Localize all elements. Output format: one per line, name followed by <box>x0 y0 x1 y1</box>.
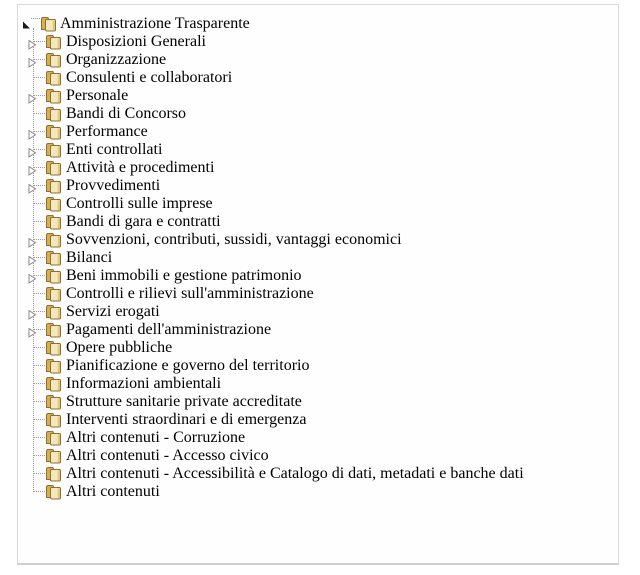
node-label[interactable]: Pianificazione e governo del territorio <box>66 357 310 374</box>
expand-arrow-icon[interactable] <box>28 163 37 173</box>
expand-arrow-icon[interactable] <box>28 181 37 191</box>
tree-node-row[interactable] <box>22 249 618 267</box>
tree-node-row[interactable] <box>22 339 618 357</box>
node-label[interactable]: Altri contenuti - Accesso civico <box>66 447 269 464</box>
node-label[interactable]: Beni immobili e gestione patrimonio <box>66 267 302 284</box>
connector-line <box>33 365 45 367</box>
node-label[interactable]: Opere pubbliche <box>66 339 173 356</box>
node-label[interactable]: Altri contenuti <box>66 483 160 500</box>
folder-icon <box>45 484 62 500</box>
folder-icon <box>45 376 62 392</box>
node-label[interactable]: Disposizioni Generali <box>66 33 206 50</box>
tree-node-row[interactable] <box>22 159 618 177</box>
folder-icon <box>45 358 62 374</box>
node-label[interactable]: Controlli e rilievi sull'amministrazione <box>66 285 314 302</box>
connector-line <box>33 113 45 115</box>
folder-icon <box>45 232 62 248</box>
node-label[interactable]: Attività e procedimenti <box>66 159 215 176</box>
node-label[interactable]: Altri contenuti - Corruzione <box>66 429 246 446</box>
tree-node-row[interactable] <box>22 213 618 231</box>
expand-arrow-icon[interactable] <box>28 307 37 317</box>
connector-line <box>33 419 45 421</box>
node-label[interactable]: Servizi erogati <box>66 303 160 320</box>
folder-icon <box>45 142 62 158</box>
node-label[interactable]: Controlli sulle imprese <box>66 195 213 212</box>
folder-icon <box>45 286 62 302</box>
expand-arrow-icon[interactable] <box>28 55 37 65</box>
folder-icon <box>45 178 62 194</box>
node-label[interactable]: Performance <box>66 123 148 140</box>
folder-icon <box>40 16 57 32</box>
node-label[interactable]: Organizzazione <box>66 51 167 68</box>
node-label[interactable]: Provvedimenti <box>66 177 161 194</box>
node-label[interactable]: Interventi straordinari e di emergenza <box>66 411 307 428</box>
collapse-arrow-icon[interactable] <box>22 17 31 26</box>
folder-icon <box>45 466 62 482</box>
expand-arrow-icon[interactable] <box>28 271 37 281</box>
node-label[interactable]: Pagamenti dell'amministrazione <box>66 321 272 338</box>
tree-node-row[interactable] <box>22 429 618 447</box>
folder-icon <box>45 268 62 284</box>
tree-node-row[interactable] <box>22 267 618 285</box>
tree-node-row[interactable] <box>22 465 618 483</box>
expand-arrow-icon[interactable] <box>28 325 37 335</box>
tree-node-row[interactable] <box>22 375 618 393</box>
folder-icon <box>45 88 62 104</box>
connector-line <box>33 383 45 385</box>
tree-node-row[interactable] <box>22 231 618 249</box>
node-label[interactable]: Enti controllati <box>66 141 163 158</box>
expand-arrow-icon[interactable] <box>28 37 37 47</box>
folder-tree <box>18 5 618 501</box>
tree-node-row[interactable] <box>22 87 618 105</box>
folder-icon <box>45 322 62 338</box>
folder-icon <box>45 304 62 320</box>
expand-arrow-icon[interactable] <box>28 253 37 263</box>
tree-node-row[interactable] <box>22 483 618 501</box>
connector-line <box>33 221 45 223</box>
connector-line <box>33 455 45 457</box>
folder-icon <box>45 70 62 86</box>
folder-icon <box>45 340 62 356</box>
tree-node-row[interactable] <box>22 33 618 51</box>
tree-node-row[interactable] <box>22 51 618 69</box>
tree-node-row[interactable] <box>22 303 618 321</box>
node-label[interactable]: Sovvenzioni, contributi, sussidi, vantaggi economici <box>66 231 402 248</box>
tree-node-row[interactable] <box>22 447 618 465</box>
root-node-row[interactable] <box>22 15 618 33</box>
node-label[interactable]: Strutture sanitarie private accreditate <box>66 393 302 410</box>
tree-node-row[interactable] <box>22 411 618 429</box>
folder-icon <box>45 160 62 176</box>
connector-line <box>33 203 45 205</box>
node-label[interactable]: Altri contenuti - Accessibilità e Catalogo di dati, metadati e banche dati <box>66 465 524 482</box>
connector-line <box>33 473 45 475</box>
folder-icon <box>45 52 62 68</box>
tree-node-row[interactable] <box>22 69 618 87</box>
folder-icon <box>45 448 62 464</box>
expand-arrow-icon[interactable] <box>28 235 37 245</box>
tree-node-row[interactable] <box>22 321 618 339</box>
expand-arrow-icon[interactable] <box>28 145 37 155</box>
node-label[interactable]: Bandi di Concorso <box>66 105 186 122</box>
connector-line <box>33 293 45 295</box>
expand-arrow-icon[interactable] <box>28 91 37 101</box>
folder-icon <box>45 430 62 446</box>
folder-icon <box>45 214 62 230</box>
node-label[interactable]: Bandi di gara e contratti <box>66 213 221 230</box>
connector-line <box>33 491 45 493</box>
tree-node-row[interactable] <box>22 105 618 123</box>
tree-node-row[interactable] <box>22 177 618 195</box>
tree-panel <box>17 4 619 565</box>
tree-node-row[interactable] <box>22 195 618 213</box>
connector-line <box>33 401 45 403</box>
folder-icon <box>45 34 62 50</box>
tree-node-row[interactable] <box>22 141 618 159</box>
folder-icon <box>45 124 62 140</box>
folder-icon <box>45 106 62 122</box>
tree-node-row[interactable] <box>22 393 618 411</box>
folder-icon <box>45 412 62 428</box>
node-label[interactable]: Personale <box>66 87 129 104</box>
tree-children <box>22 33 618 501</box>
tree-node-row[interactable] <box>22 357 618 375</box>
connector-line <box>33 437 45 439</box>
folder-icon <box>45 250 62 266</box>
tree-node-row[interactable] <box>22 285 618 303</box>
folder-icon <box>45 196 62 212</box>
expand-arrow-icon[interactable] <box>28 127 37 137</box>
node-label[interactable]: Informazioni ambientali <box>66 375 222 392</box>
connector-line <box>31 18 40 20</box>
connector-line <box>33 77 45 79</box>
tree-node-row[interactable] <box>22 123 618 141</box>
node-label[interactable]: Amministrazione Trasparente <box>60 15 250 32</box>
node-label[interactable]: Bilanci <box>66 249 113 266</box>
folder-icon <box>45 394 62 410</box>
connector-line <box>33 347 45 349</box>
node-label[interactable]: Consulenti e collaboratori <box>66 69 233 86</box>
